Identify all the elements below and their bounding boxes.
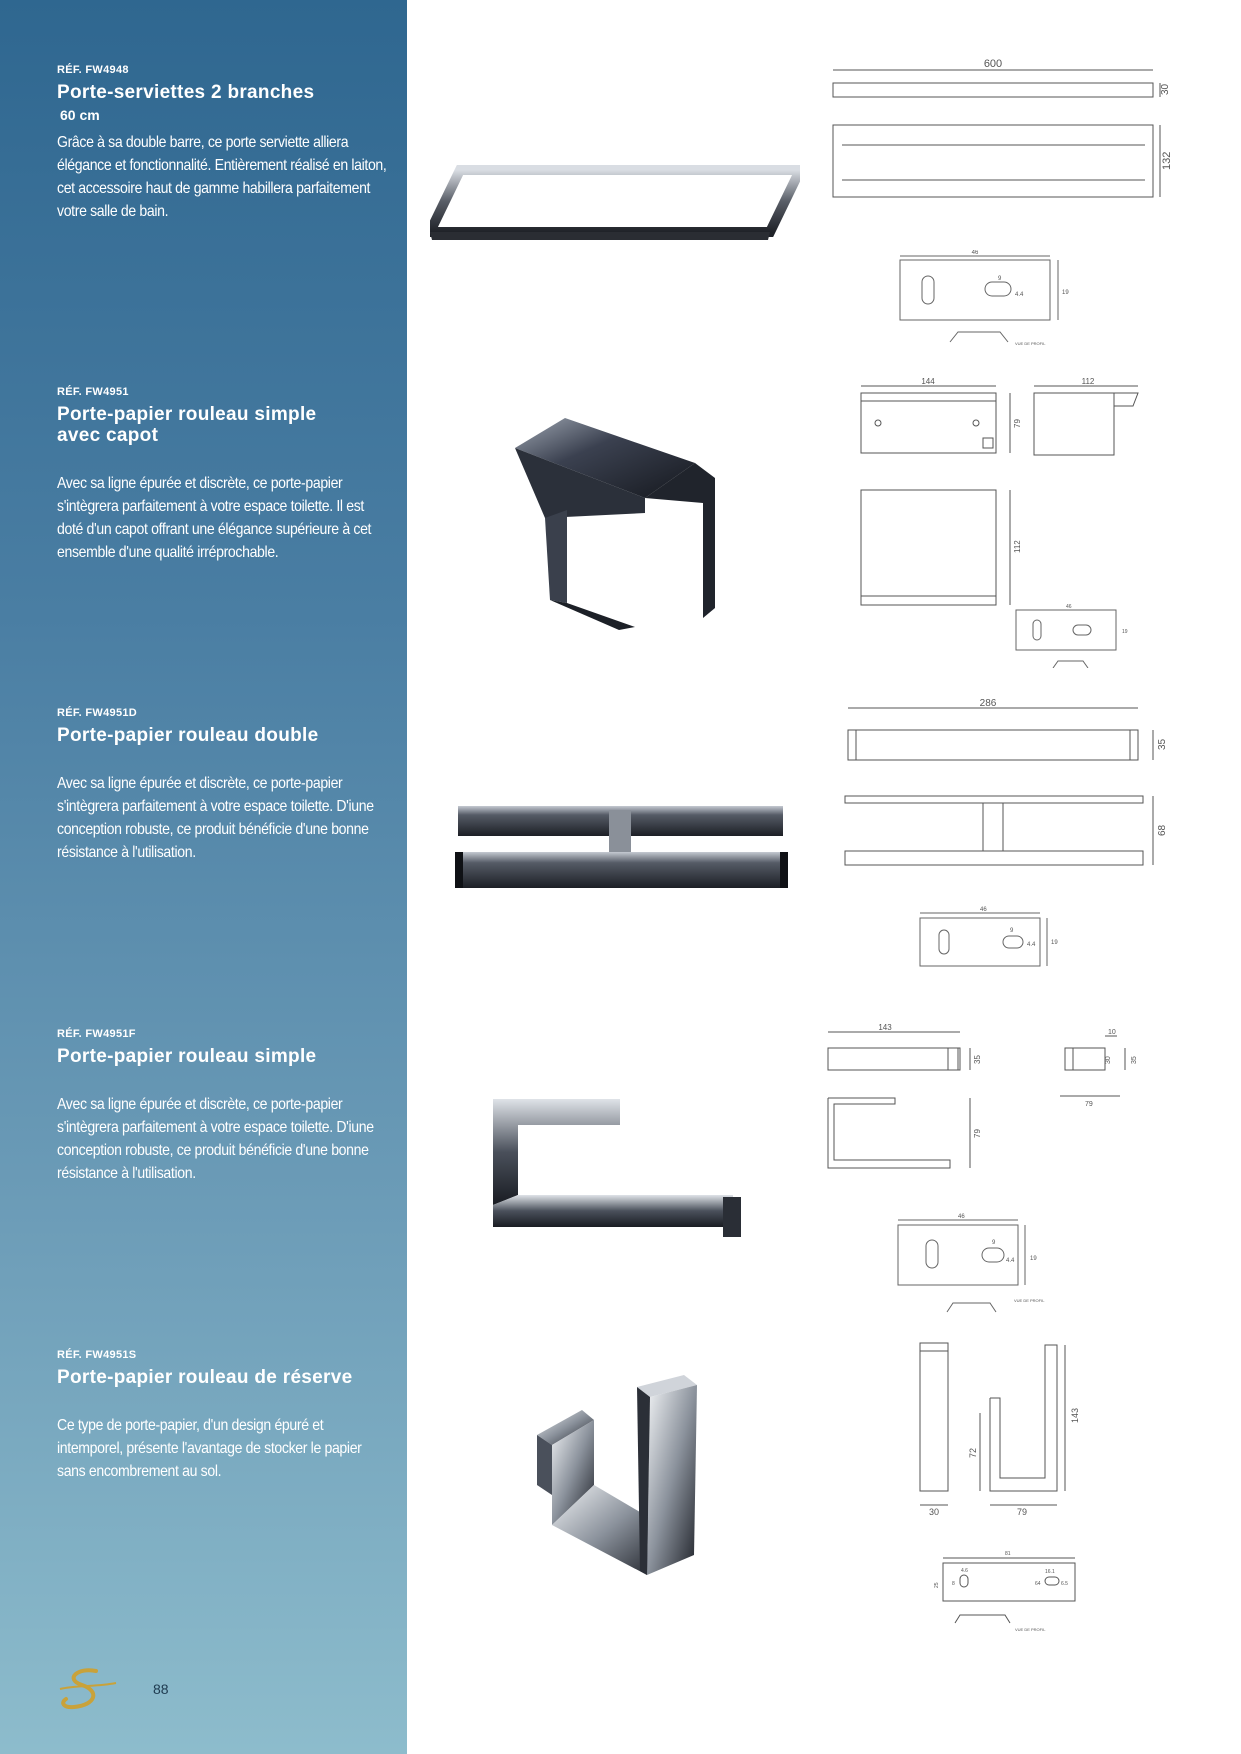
product-photo-single-holder — [488, 1095, 743, 1250]
dim-label: 4.6 — [961, 1568, 968, 1574]
ref-code: FW4951 — [85, 386, 129, 398]
product-photo-reserve-holder — [532, 1375, 702, 1600]
ref-prefix: RÉF. — [57, 1349, 83, 1361]
dim-label: 68 — [1157, 824, 1168, 836]
ref-code: FW4951F — [85, 1028, 136, 1040]
dim-label: 46 — [971, 250, 979, 256]
dim-label: 16.1 — [1045, 1569, 1055, 1575]
technical-drawing-single-holder — [820, 1020, 1190, 1325]
dim-label: 30 — [1160, 83, 1171, 95]
ref-prefix: RÉF. — [57, 707, 83, 719]
product-fw4951d — [57, 707, 397, 864]
product-photo-towel-rail — [430, 160, 800, 250]
product-description: Avec sa ligne épurée et discrète, ce porte-papier s'intègrera parfaitement à votre espace toilette. Il est doté d'un capot offrant une élégance supérieure à cet ensemble d'une qualité irréprochable. — [57, 475, 372, 561]
product-title: Porte-serviettes 2 branches — [57, 82, 315, 103]
dim-label: 9 — [998, 276, 1002, 282]
product-ref — [57, 386, 397, 398]
dim-label: 25 — [934, 1582, 940, 1588]
product-photo-paper-holder-cover — [505, 418, 725, 633]
dim-label: 19 — [1030, 1256, 1037, 1262]
dim-label: 9 — [1010, 928, 1014, 934]
view-label: VUE DE PROFIL — [1014, 1298, 1045, 1303]
dim-label: 112 — [1081, 378, 1095, 386]
dim-label: 132 — [1161, 151, 1173, 170]
dim-label: 4.4 — [1006, 1258, 1015, 1264]
dim-label: 30 — [1105, 1056, 1112, 1064]
product-title: Porte-papier rouleau simple — [57, 1046, 317, 1067]
ref-code: FW4948 — [85, 64, 129, 76]
dim-label: 46 — [980, 907, 987, 913]
page-number: 88 — [153, 1681, 169, 1697]
dim-label: 143 — [878, 1023, 892, 1032]
product-subtitle: 60 cm — [60, 107, 100, 123]
dim-label: 10 — [1108, 1029, 1116, 1036]
dim-label: 79 — [973, 1129, 982, 1138]
product-description: Ce type de porte-papier, d'un design épuré et intemporel, présente l'avantage de stocker le papier sans encombrement au sol. — [57, 1417, 362, 1480]
dim-label: 286 — [979, 698, 997, 709]
view-label: VUE DE PROFIL — [1015, 341, 1046, 346]
dim-label: 9 — [992, 1240, 996, 1246]
ref-prefix: RÉF. — [57, 386, 83, 398]
product-fw4948 — [57, 64, 397, 223]
product-fw4951 — [57, 386, 397, 564]
dim-label: 46 — [958, 1214, 965, 1220]
dim-label: 30 — [929, 1507, 940, 1517]
ref-prefix: RÉF. — [57, 1028, 83, 1040]
dim-label: 19 — [1062, 290, 1069, 296]
ref-code: FW4951D — [85, 707, 138, 719]
product-description: Grâce à sa double barre, ce porte serviette alliera élégance et fonctionnalité. Entièrement réalisé en laiton, cet accessoire haut de gamme habillera parfaitement votre salle de bain. — [57, 134, 387, 220]
sidebar — [0, 0, 407, 1754]
dim-label: 8 — [952, 1581, 955, 1587]
dim-label: 64 — [1035, 1581, 1041, 1587]
product-fw4951f — [57, 1028, 397, 1185]
product-title: Porte-papier rouleau de réserve — [57, 1367, 353, 1388]
ref-code: FW4951S — [85, 1349, 137, 1361]
dim-label: 4.4 — [1027, 942, 1036, 948]
dim-label: 143 — [1070, 1407, 1080, 1423]
product-ref — [57, 64, 397, 76]
dim-label: 35 — [1131, 1056, 1138, 1064]
dim-label: 6.5 — [1061, 1581, 1068, 1587]
dim-label: 19 — [1051, 940, 1058, 946]
product-description: Avec sa ligne épurée et discrète, ce porte-papier s'intègrera parfaitement à votre espace toilette. D'iune conception robuste, ce produit bénéficie d'une bonne résistance à l'utilisation. — [57, 1096, 374, 1182]
dim-label: 79 — [1085, 1101, 1093, 1108]
dim-label: 72 — [968, 1447, 978, 1458]
product-title: Porte-papier rouleau simple avec capot — [57, 404, 317, 446]
dim-label: 4.4 — [1015, 292, 1024, 298]
product-ref — [57, 707, 397, 719]
technical-drawing-paper-holder-cover — [848, 378, 1148, 668]
brand-logo-icon — [56, 1665, 120, 1713]
dim-label: 19 — [1122, 629, 1128, 635]
ref-prefix: RÉF. — [57, 64, 83, 76]
product-photo-double-holder — [455, 800, 790, 895]
product-description: Avec sa ligne épurée et discrète, ce porte-papier s'intègrera parfaitement à votre espace toilette. D'iune conception robuste, ce produit bénéficie d'une bonne résistance à l'utilisation. — [57, 775, 374, 861]
dim-label: 144 — [921, 378, 935, 386]
technical-drawing-towel-rail — [820, 55, 1180, 205]
technical-drawing-reserve-holder — [905, 1333, 1115, 1633]
dim-label: 35 — [973, 1055, 982, 1064]
dim-label: 112 — [1013, 540, 1022, 553]
dim-label: 35 — [1157, 738, 1168, 750]
product-ref — [57, 1349, 397, 1361]
dim-label: 79 — [1017, 1507, 1028, 1517]
view-label: VUE DE PROFIL — [1015, 1627, 1046, 1632]
product-title: Porte-papier rouleau double — [57, 725, 319, 746]
dim-label: 79 — [1013, 419, 1022, 428]
product-ref — [57, 1028, 397, 1040]
product-fw4951s — [57, 1349, 397, 1483]
technical-drawing-double-holder — [835, 698, 1175, 978]
dim-label: 81 — [1005, 1551, 1011, 1557]
dim-label: 46 — [1066, 604, 1072, 610]
mount-drawing — [890, 250, 1080, 350]
dim-label: 600 — [983, 58, 1003, 70]
